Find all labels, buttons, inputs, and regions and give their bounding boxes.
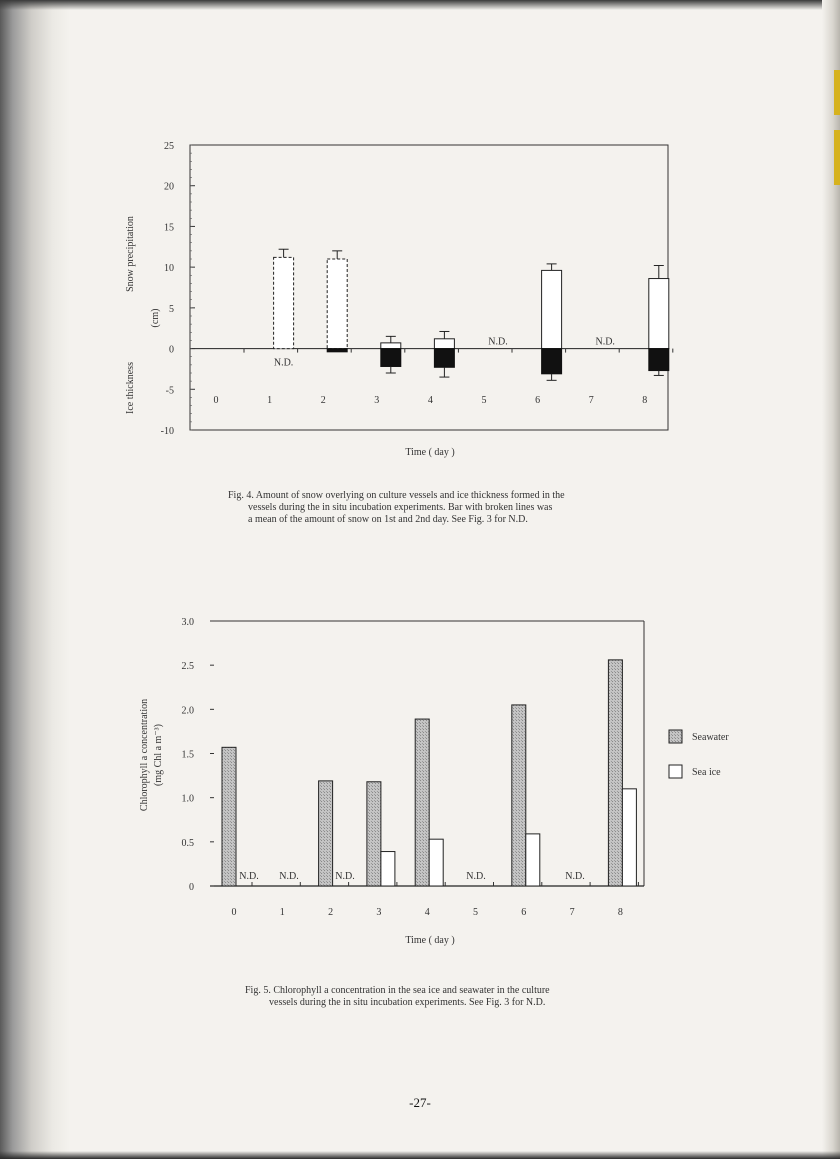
- x-tick-label: 1: [279, 907, 285, 918]
- y-tick-label: 0: [169, 344, 174, 356]
- y-tick-label: -5: [165, 385, 174, 397]
- x-axis-label: Time ( day ): [405, 447, 455, 458]
- caption-line: Fig. 4. Amount of snow overlying on culture vessels and ice thickness formed in the: [228, 490, 565, 501]
- y-tick-label: 1.0: [181, 793, 194, 805]
- x-tick-label: 0: [231, 907, 237, 918]
- y-tick-label: 25: [164, 141, 174, 152]
- legend-swatch-seawater: [669, 730, 682, 743]
- y-tick-label: 1.5: [181, 749, 194, 761]
- y-axis-unit: (mg Chl a m⁻³): [153, 724, 164, 786]
- seawater-bar: [319, 781, 333, 886]
- x-tick-label: 8: [617, 907, 623, 918]
- y-tick-label: 0.5: [181, 837, 194, 849]
- legend-label-seawater: Seawater: [692, 732, 729, 743]
- nd-label: N.D.: [466, 871, 486, 882]
- sea-ice-bar: [622, 789, 636, 886]
- x-tick-label: 3: [376, 907, 382, 918]
- nd-label: N.D.: [273, 357, 294, 369]
- nd-label: N.D.: [279, 871, 299, 882]
- nd-label: N.D.: [239, 871, 259, 882]
- x-tick-label: 4: [427, 395, 433, 406]
- x-tick-label: 6: [521, 907, 527, 918]
- fig4-caption: [228, 490, 648, 526]
- x-tick-label: 7: [588, 395, 594, 406]
- sea-ice-bar: [526, 834, 540, 886]
- seawater-bar: [367, 782, 381, 886]
- x-tick-label: 3: [374, 395, 380, 406]
- y-tick-label: 0: [189, 882, 194, 893]
- x-tick-label: 5: [473, 907, 478, 918]
- y-tick-label: 5: [169, 303, 174, 315]
- seawater-bar: [415, 719, 429, 886]
- x-tick-label: 2: [328, 907, 334, 918]
- caption-line: a mean of the amount of snow on 1st and 2nd day. See Fig. 3 for N.D.: [248, 514, 528, 525]
- fig5-caption: [245, 985, 665, 1009]
- x-tick-label: 2: [320, 395, 326, 406]
- y-tick-label: 2.5: [181, 661, 194, 673]
- y-axis-label-snow: Snow precipitation: [125, 216, 136, 292]
- y-tick-label: 3.0: [181, 617, 194, 628]
- x-tick-label: 5: [481, 395, 487, 406]
- seawater-bar: [512, 705, 526, 886]
- x-tick-label: 0: [213, 395, 219, 406]
- caption-line: vessels during the in situ incubation experiments. See Fig. 3 for N.D.: [269, 997, 546, 1008]
- x-tick-label: 1: [267, 395, 273, 406]
- sea-ice-bar: [381, 852, 395, 886]
- seawater-bar: [222, 747, 236, 886]
- x-tick-label: 8: [642, 395, 648, 406]
- y-tick-label: 20: [164, 181, 174, 193]
- legend-swatch-sea-ice: [669, 765, 682, 778]
- caption-line: vessels during the in situ incubation experiments. Bar with broken lines was: [248, 502, 553, 513]
- x-tick-label: 4: [424, 907, 430, 918]
- nd-label: N.D.: [595, 336, 615, 348]
- y-axis-unit: (cm): [150, 308, 161, 328]
- y-tick-label: -10: [160, 426, 174, 437]
- bottom-shadow: [0, 1151, 840, 1159]
- page-number: -27-: [409, 1095, 431, 1110]
- nd-label: N.D.: [565, 871, 585, 882]
- seawater-bar: [608, 660, 622, 886]
- sea-ice-bar: [429, 839, 443, 886]
- y-tick-label: 15: [164, 222, 174, 234]
- nd-label: N.D.: [488, 336, 508, 348]
- legend-label-sea-ice: Sea ice: [692, 767, 721, 778]
- y-axis-label-ice: Ice thickness: [125, 362, 136, 414]
- y-tick-label: 10: [164, 263, 174, 275]
- x-tick-label: 7: [569, 907, 575, 918]
- nd-label: N.D.: [335, 871, 355, 882]
- caption-line: Fig. 5. Chlorophyll a concentration in the sea ice and seawater in the culture: [245, 985, 550, 996]
- x-axis-label: Time ( day ): [405, 935, 455, 946]
- y-axis-label: Chlorophyll a concentration: [139, 698, 150, 812]
- y-tick-label: 2.0: [181, 705, 194, 717]
- x-tick-label: 6: [535, 395, 541, 406]
